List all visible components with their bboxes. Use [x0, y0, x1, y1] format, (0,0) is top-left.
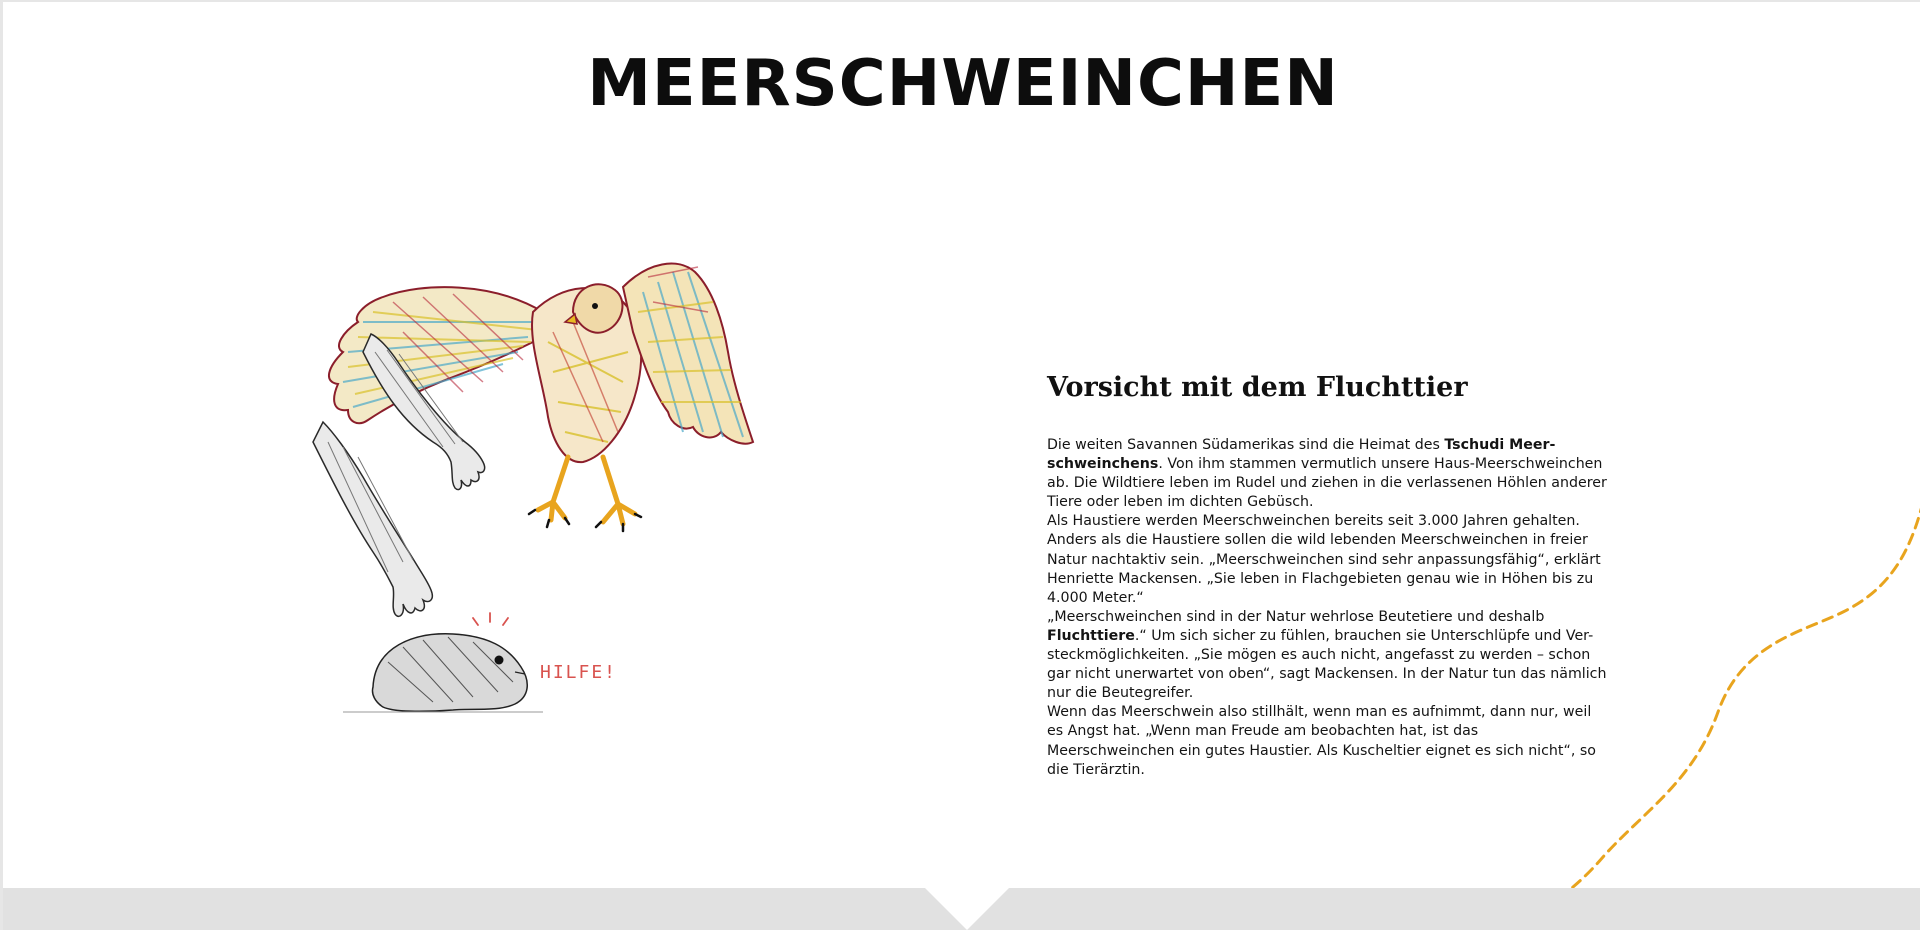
illustration [303, 242, 963, 782]
bold-span: Fluchttiere [1047, 627, 1135, 644]
scroll-down-notch[interactable] [925, 888, 1009, 930]
text-span: „Meerschweinchen sind in der Natur wehrlose Beutetiere und deshalb [1047, 608, 1545, 625]
text-span: .“ Um sich sicher zu fühlen, brauchen sie Unterschlüpfe und Ver-steckmöglichkeiten. „Sie mögen es auch nicht, angefasst zu werden – schon gar nicht unerwartet von oben“, sagt Mackensen. In der Natur tun das nämlich nur die Beutegreifer. [1047, 627, 1607, 702]
text-span: Die weiten Savannen Südamerikas sind die Heimat des [1047, 437, 1445, 453]
article-paragraph-2: Als Haustiere werden Meerschweinchen bereits seit 3.000 Jahren gehalten. Anders als die Haustiere sollen die wild lebenden Meerschweinchen in freier Natur nachtaktiv sein. „Meerschweinchen sind sehr anpassungsfähig“, erklärt Henriette Mackensen. „Sie leben in Flachgebieten genau wie in Höhen bis zu 4.000 Meter.“ [1047, 513, 1601, 606]
page-title: MEERSCHWEINCHEN [587, 47, 1339, 121]
bold-span: Tschudi Meer-schweinchens [1047, 437, 1556, 473]
hilfe-label: HILFE! [540, 662, 618, 683]
article-paragraph-4: Wenn das Meerschwein also stillhält, wenn man es aufnimmt, dann nur, weil es Angst hat. „Wenn man Freude am beobachten hat, ist das Meerschweinchen ein gutes Haustier. Als Kuscheltier eignet es sich nicht“, so die Tierärztin. [1047, 704, 1596, 778]
dashed-curve-decoration [1483, 482, 1920, 930]
text-span: . Von ihm stammen vermutlich unsere Haus-Meerschweinchen ab. Die Wildtiere leben im Rudel und ziehen in die verlassenen Höhlen anderer Tiere oder leben im dichten Gebüsch. [1047, 456, 1607, 511]
guinea-pig-illustration [343, 613, 617, 712]
article-heading: Vorsicht mit dem Fluchttier [1047, 372, 1468, 403]
